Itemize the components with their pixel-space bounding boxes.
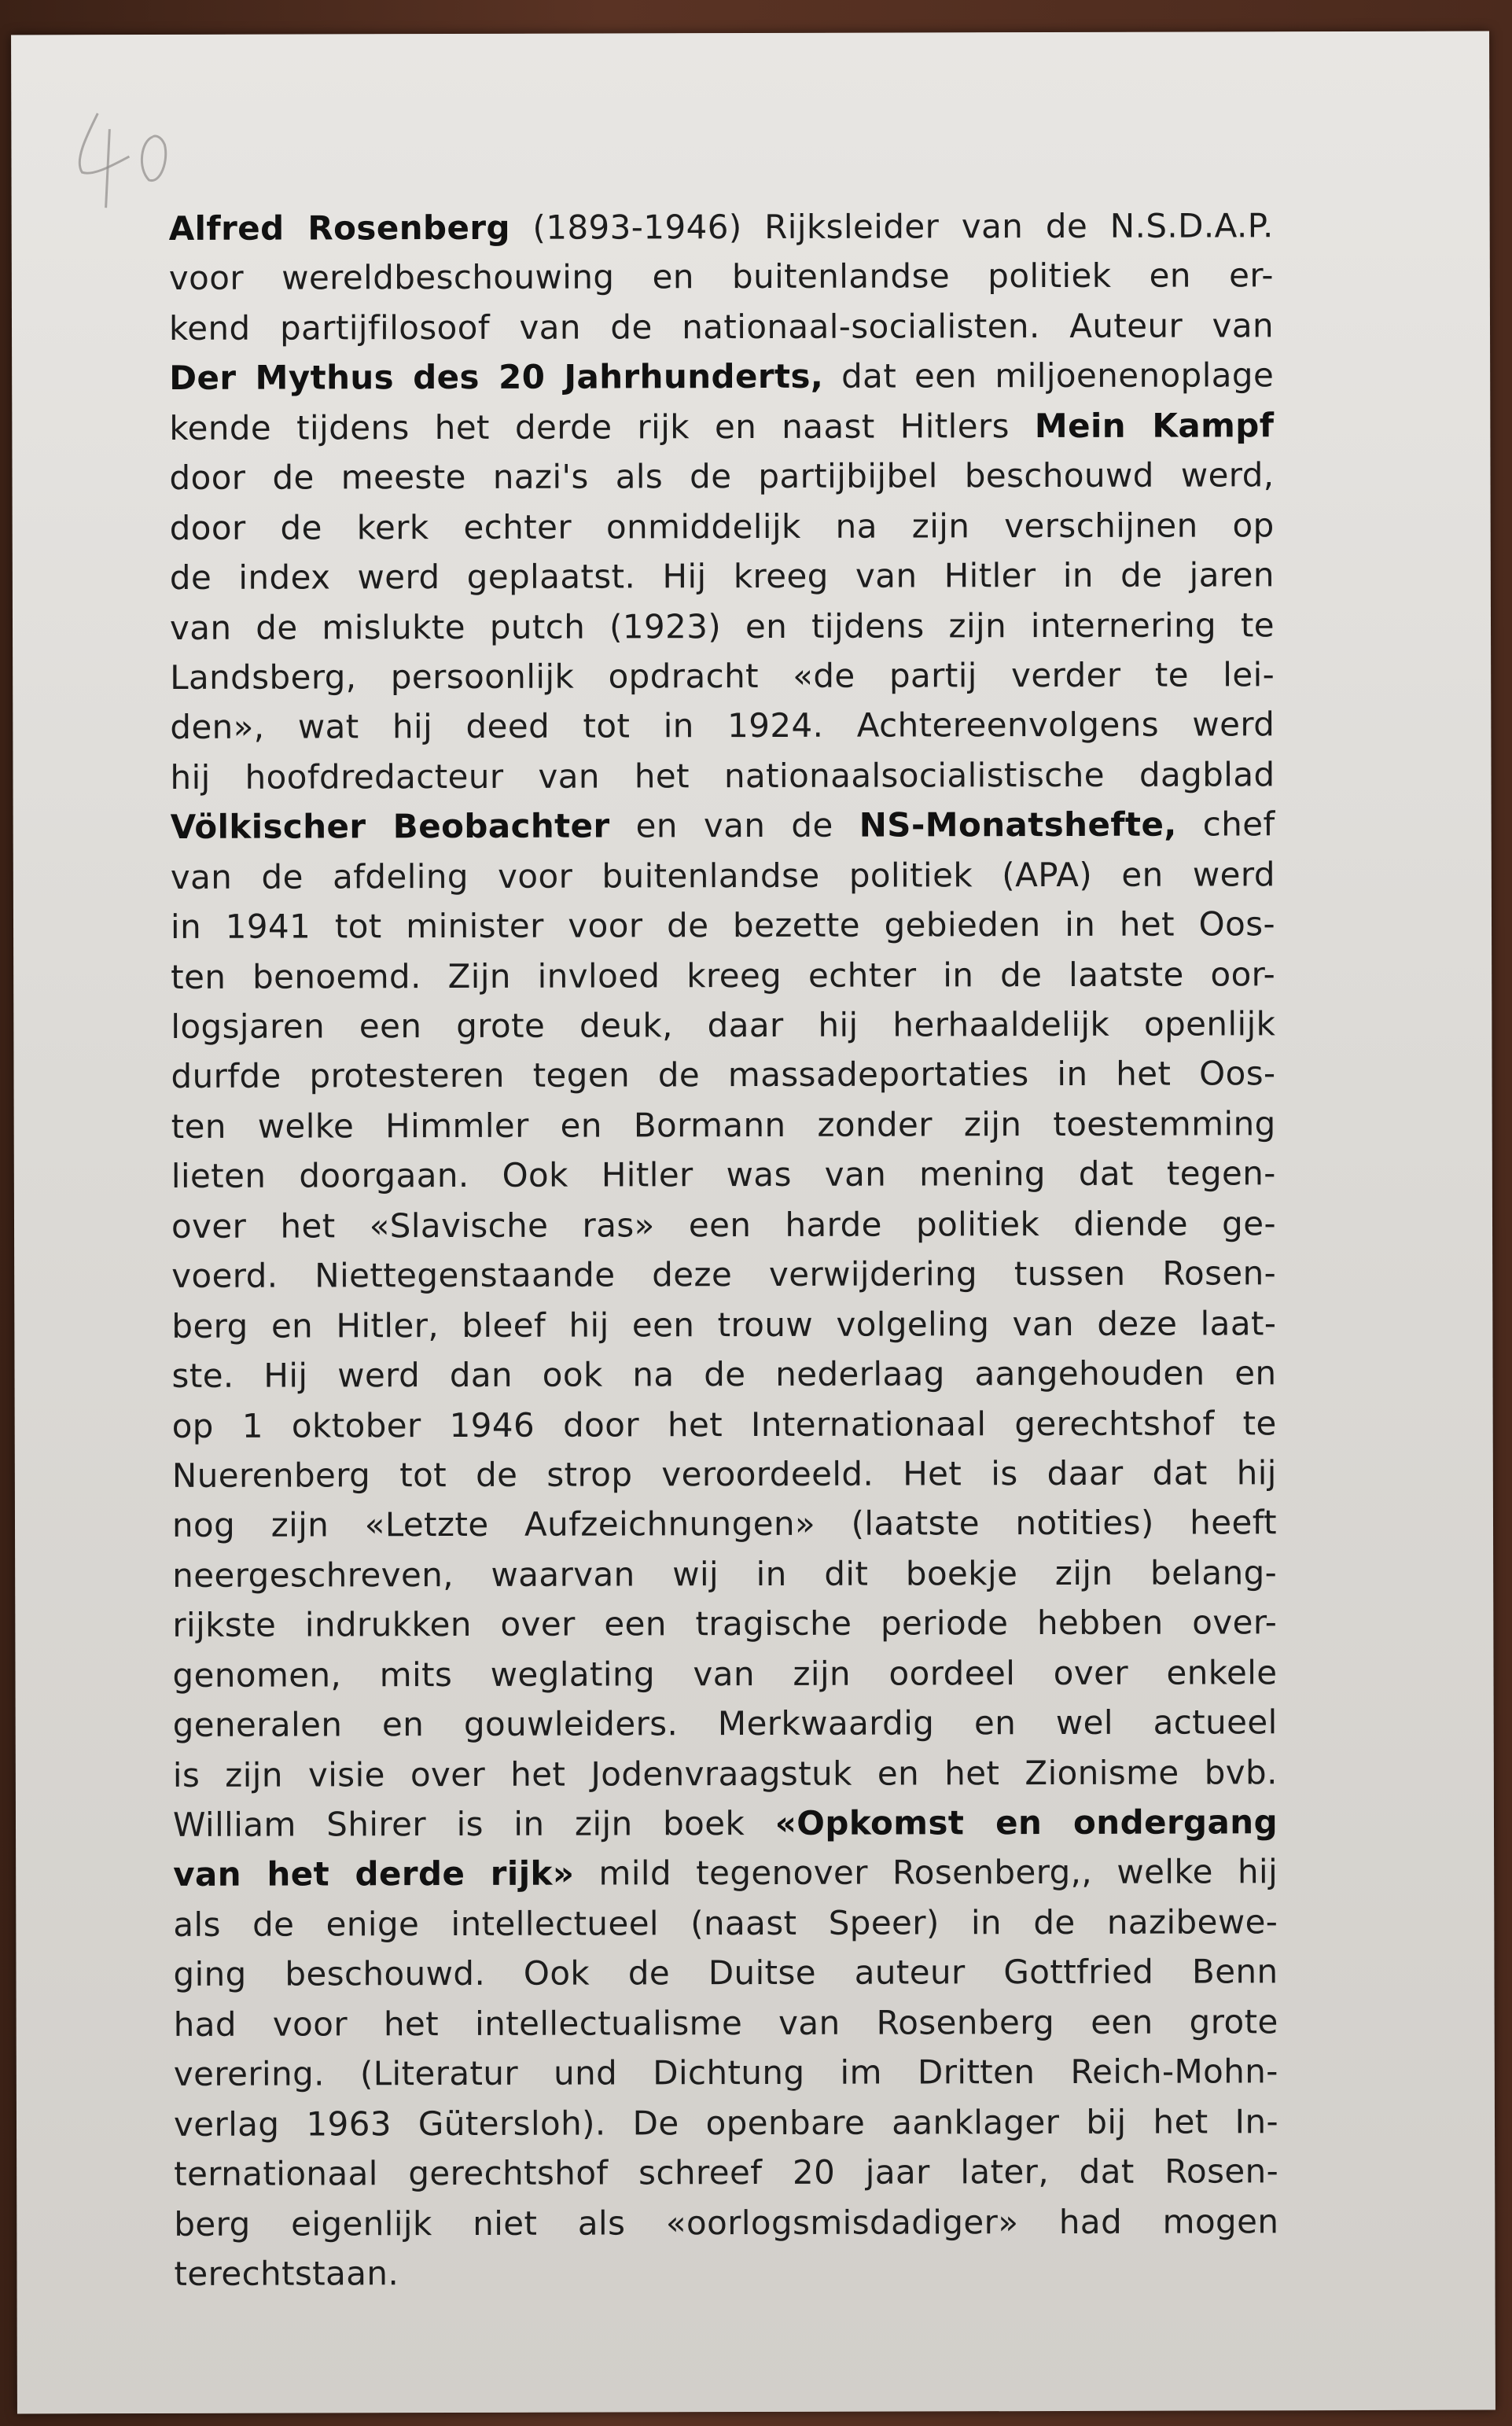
text-run: had voor het intellectualisme van Rosenberg een grote: [173, 2002, 1278, 2044]
text-line: [171, 999, 1275, 1051]
text-run: ste. Hij werd dan ook na de nederlaag aangehouden en: [171, 1353, 1277, 1395]
text-run: ternationaal gerechtshof schreef 20 jaar later, dat Rosen-: [174, 2152, 1279, 2193]
text-line: [174, 2146, 1278, 2199]
text-run: ten welke Himmler en Bormann zonder zijn toestemming: [171, 1104, 1276, 1146]
text-line: [171, 949, 1275, 1002]
text-line: [169, 201, 1274, 253]
text-line: [170, 700, 1275, 753]
text-run: nog zijn «Letzte Aufzeichnungen» (laatste notities) heeft: [171, 1503, 1278, 1545]
text-run: dat een miljoenenoplage: [823, 355, 1275, 396]
text-line: [171, 1198, 1276, 1251]
text-line: [170, 749, 1275, 802]
text-run: is zijn visie over het Jodenvraagstuk en het Zionisme bvb.: [172, 1752, 1278, 1795]
text-run: kend partijfilosoof van de nationaal-socialisten. Auteur van: [168, 306, 1275, 348]
text-line: [172, 1647, 1277, 1700]
text-run: ging beschouwd. Ook de Duitse auteur Gottfried Benn: [173, 1952, 1278, 1994]
bold-title-text: «Opkomst en ondergang: [774, 1802, 1278, 1843]
text-line: [171, 1298, 1276, 1351]
text-run: door de kerk echter onmiddelijk na zijn verschijnen op: [169, 505, 1275, 547]
text-line: [170, 600, 1275, 653]
text-line: [171, 849, 1275, 902]
text-run: van de mislukte putch (1923) en tijdens zijn internering te: [169, 605, 1275, 647]
text-run: verlag 1963 Gütersloh). De openbare aanklager bij het In-: [173, 2101, 1279, 2144]
text-run: Nuerenberg tot de strop veroordeeld. Het is daar dat hij: [171, 1453, 1277, 1495]
text-run: chef: [1176, 804, 1275, 844]
text-line: [169, 300, 1274, 353]
text-line: [169, 400, 1274, 453]
bold-title-text: Völkischer Beobachter: [170, 806, 610, 847]
text-run: den», wat hij deed tot in 1924. Achtereenvolgens werd: [170, 705, 1275, 747]
bold-title-text: van het derde rijk»: [173, 1854, 575, 1894]
text-line: [174, 2196, 1278, 2249]
text-run: in 1941 tot minister voor de bezette gebieden in het Oos-: [170, 904, 1276, 947]
bold-title-text: NS-Monatshefte,: [859, 804, 1177, 845]
text-line: [174, 2097, 1278, 2149]
text-line: [171, 1348, 1276, 1401]
text-run: berg eigenlijk niet als «oorlogsmisdadiger» had mogen: [174, 2201, 1279, 2244]
bold-title-text: Mein Kampf: [1034, 406, 1275, 445]
text-run: de index werd geplaatst. Hij kreeg van Hitler in de jaren: [169, 555, 1275, 598]
text-run: Landsberg, persoonlijk opdracht «de partij verder te lei-: [170, 655, 1275, 697]
text-run: William Shirer is in zijn boek: [172, 1803, 775, 1844]
text-run: genomen, mits weglating van zijn oordeel over enkele: [172, 1652, 1278, 1695]
text-line: [172, 1548, 1277, 1600]
text-line: [169, 450, 1274, 503]
text-run: en van de: [609, 805, 859, 845]
text-line: [170, 650, 1275, 702]
text-line: [171, 1099, 1276, 1151]
text-line: [171, 899, 1275, 952]
text-run: op 1 oktober 1946 door het Internationaal gerechtshof te: [171, 1403, 1277, 1445]
text-run: neergeschreven, waarvan wij in dit boekje zijn belang-: [172, 1553, 1278, 1595]
text-line: [172, 1448, 1277, 1500]
book-back-cover: [11, 31, 1495, 2414]
text-run: voor wereldbeschouwing en buitenlandse politiek en er-: [168, 256, 1274, 298]
text-line: [173, 1847, 1278, 1900]
text-run: terechtstaan.: [174, 2254, 399, 2293]
text-line: [172, 1598, 1277, 1651]
text-run: logsjaren een grote deuk, daar hij herhaaldelijk openlijk: [171, 1004, 1276, 1046]
text-line: [169, 251, 1274, 304]
text-run: van de afdeling voor buitenlandse politiek (APA) en werd: [170, 854, 1275, 896]
text-run: mild tegenover Rosenberg,, welke hij: [574, 1852, 1278, 1894]
text-run: ten benoemd. Zijn invloed kreeg echter in de laatste oor-: [171, 954, 1276, 996]
text-run: berg en Hitler, bleef hij een trouw volgeling van deze laat-: [171, 1303, 1277, 1346]
text-line: [174, 2246, 1278, 2299]
text-run: durfde protesteren tegen de massadeportaties in het Oos-: [171, 1054, 1276, 1096]
text-run: als de enige intellectueel (naast Speer) in de nazibewe-: [173, 1902, 1278, 1944]
text-line: [172, 1398, 1277, 1451]
text-run: rijkste indrukken over een tragische periode hebben over-: [172, 1603, 1278, 1645]
text-line: [170, 550, 1275, 602]
text-line: [173, 1747, 1278, 1800]
text-line: [171, 1149, 1276, 1202]
text-line: [172, 1498, 1277, 1551]
text-line: [174, 2046, 1278, 2099]
text-line: [173, 1947, 1278, 2000]
cover-text: [169, 201, 1279, 2299]
text-run: kende tijdens het derde rijk en naast Hitlers: [169, 406, 1035, 447]
text-line: [173, 1697, 1278, 1750]
text-run: verering. (Literatur und Dichtung im Dritten Reich-Mohn-: [173, 2052, 1278, 2094]
text-line: [173, 1797, 1278, 1850]
text-run: hij hoofdredacteur van het nationaalsocialistische dagblad: [170, 755, 1275, 797]
text-run: generalen en gouwleiders. Merkwaardig en wel actueel: [172, 1703, 1278, 1745]
text-run: voerd. Niettegenstaande deze verwijdering tussen Rosen-: [171, 1253, 1277, 1296]
text-line: [171, 1049, 1275, 1102]
text-run: over het «Slavische ras» een harde politiek diende ge-: [171, 1204, 1277, 1246]
text-line: [174, 1997, 1278, 2049]
text-line: [171, 800, 1275, 852]
text-line: [169, 351, 1274, 403]
text-line: [170, 500, 1275, 553]
text-run: lieten doorgaan. Ook Hitler was van mening dat tegen-: [171, 1154, 1276, 1196]
text-line: [173, 1897, 1278, 1949]
text-run: (1893-1946) Rijksleider van de N.S.D.A.P.: [510, 206, 1274, 247]
bold-title-text: Alfred Rosenberg: [168, 208, 510, 248]
text-line: [171, 1248, 1276, 1301]
bold-title-text: Der Mythus des 20 Jahrhunderts,: [169, 357, 824, 398]
text-run: door de meeste nazi's als de partijbijbel beschouwd werd,: [169, 455, 1275, 498]
